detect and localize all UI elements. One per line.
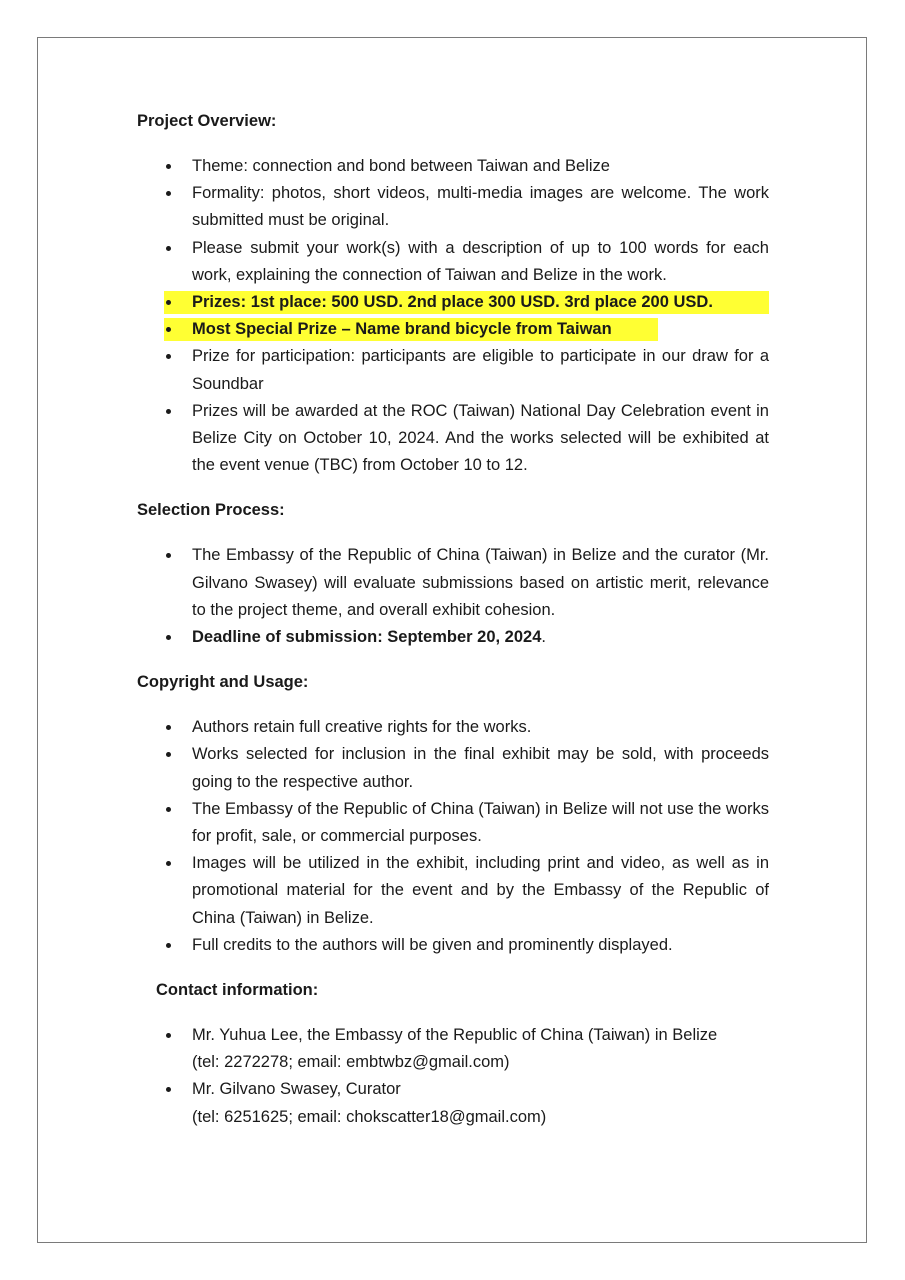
deadline-period: . (541, 628, 546, 647)
list-contacts (137, 1022, 769, 1131)
list-item (137, 398, 769, 480)
contact-name: Mr. Gilvano Swasey, Curator (192, 1080, 401, 1099)
deadline-text: Deadline of submission: September 20, 2024 (192, 628, 542, 647)
bullet-icon (166, 807, 171, 812)
list-item-text: Prize for participation: participants are eligible to participate in our draw for a Soundbar (192, 347, 769, 393)
bullet-icon (166, 635, 171, 640)
list-item-text: Images will be utilized in the exhibit, including print and video, as well as in promotional material for the event and by the Embassy of the Republic of China (Taiwan) in Belize. (192, 854, 769, 927)
list-item (137, 741, 769, 795)
heading-project-overview: Project Overview: (137, 112, 277, 130)
list-item-text: Formality: photos, short videos, multi-media images are welcome. The work submitted must be original. (192, 184, 769, 230)
list-copyright-usage (137, 714, 769, 959)
list-item (137, 850, 769, 932)
bullet-icon (166, 725, 171, 730)
bullet-icon (166, 1033, 171, 1038)
contact-item (137, 1076, 769, 1130)
bullet-icon (166, 861, 171, 866)
list-item-text: Please submit your work(s) with a description of up to 100 words for each work, explaining the connection of Taiwan and Belize in the work. (192, 238, 769, 284)
bullet-icon (166, 191, 171, 196)
list-item-text: The Embassy of the Republic of China (Taiwan) in Belize and the curator (Mr. Gilvano Swasey) will evaluate submissions based on artistic merit, relevance to the project theme, and overall exhibit cohesion. (192, 546, 769, 619)
bullet-icon (166, 553, 171, 558)
contact-details: (tel: 6251625; email: chokscatter18@gmail.com) (192, 1107, 547, 1126)
list-item (137, 180, 769, 234)
heading-contact-information: Contact information: (156, 981, 319, 1000)
list-item (137, 153, 769, 180)
bullet-icon (166, 246, 171, 251)
list-item-deadline (137, 624, 769, 651)
list-item-text: Most Special Prize – Name brand bicycle from Taiwan (192, 320, 612, 339)
bullet-icon (166, 943, 171, 948)
bullet-icon (166, 164, 171, 169)
bullet-icon (166, 409, 171, 414)
list-project-overview (137, 153, 769, 479)
list-item (137, 343, 769, 397)
heading-copyright-usage: Copyright and Usage: (137, 673, 309, 692)
list-item-highlighted (137, 316, 769, 343)
list-item (137, 932, 769, 959)
heading-selection-process: Selection Process: (137, 501, 285, 520)
contact-item (137, 1022, 769, 1076)
list-item-highlighted (137, 289, 769, 316)
list-item (137, 235, 769, 289)
list-item-text: The Embassy of the Republic of China (Taiwan) in Belize will not use the works for profit, sale, or commercial purposes. (192, 799, 769, 846)
contact-name: Mr. Yuhua Lee, the Embassy of the Republic of China (Taiwan) in Belize (192, 1026, 718, 1045)
list-item-text: Works selected for inclusion in the final exhibit may be sold, with proceeds going to the respective author. (192, 745, 769, 791)
bullet-icon (166, 300, 171, 305)
contact-details: (tel: 2272278; email: embtwbz@gmail.com) (192, 1053, 510, 1072)
document-content (137, 108, 769, 1149)
list-selection-process (137, 542, 769, 651)
bullet-icon (166, 1087, 171, 1092)
list-item-text: Prizes will be awarded at the ROC (Taiwan) National Day Celebration event in Belize City on October 10, 2024. And the works selected will be exhibited at the event venue (TBC) from October 10 to 12. (192, 401, 769, 475)
list-item-text: Prizes: 1st place: 500 USD. 2nd place 300 USD. 3rd place 200 USD. (192, 293, 713, 312)
list-item-text: Theme: connection and bond between Taiwan and Belize (192, 157, 610, 175)
bullet-icon (166, 354, 171, 359)
list-item (137, 796, 769, 850)
list-item (137, 714, 769, 741)
list-item-text: Full credits to the authors will be given and prominently displayed. (192, 935, 673, 954)
list-item-text: Authors retain full creative rights for the works. (192, 718, 532, 737)
bullet-icon (166, 752, 171, 757)
list-item (137, 542, 769, 624)
